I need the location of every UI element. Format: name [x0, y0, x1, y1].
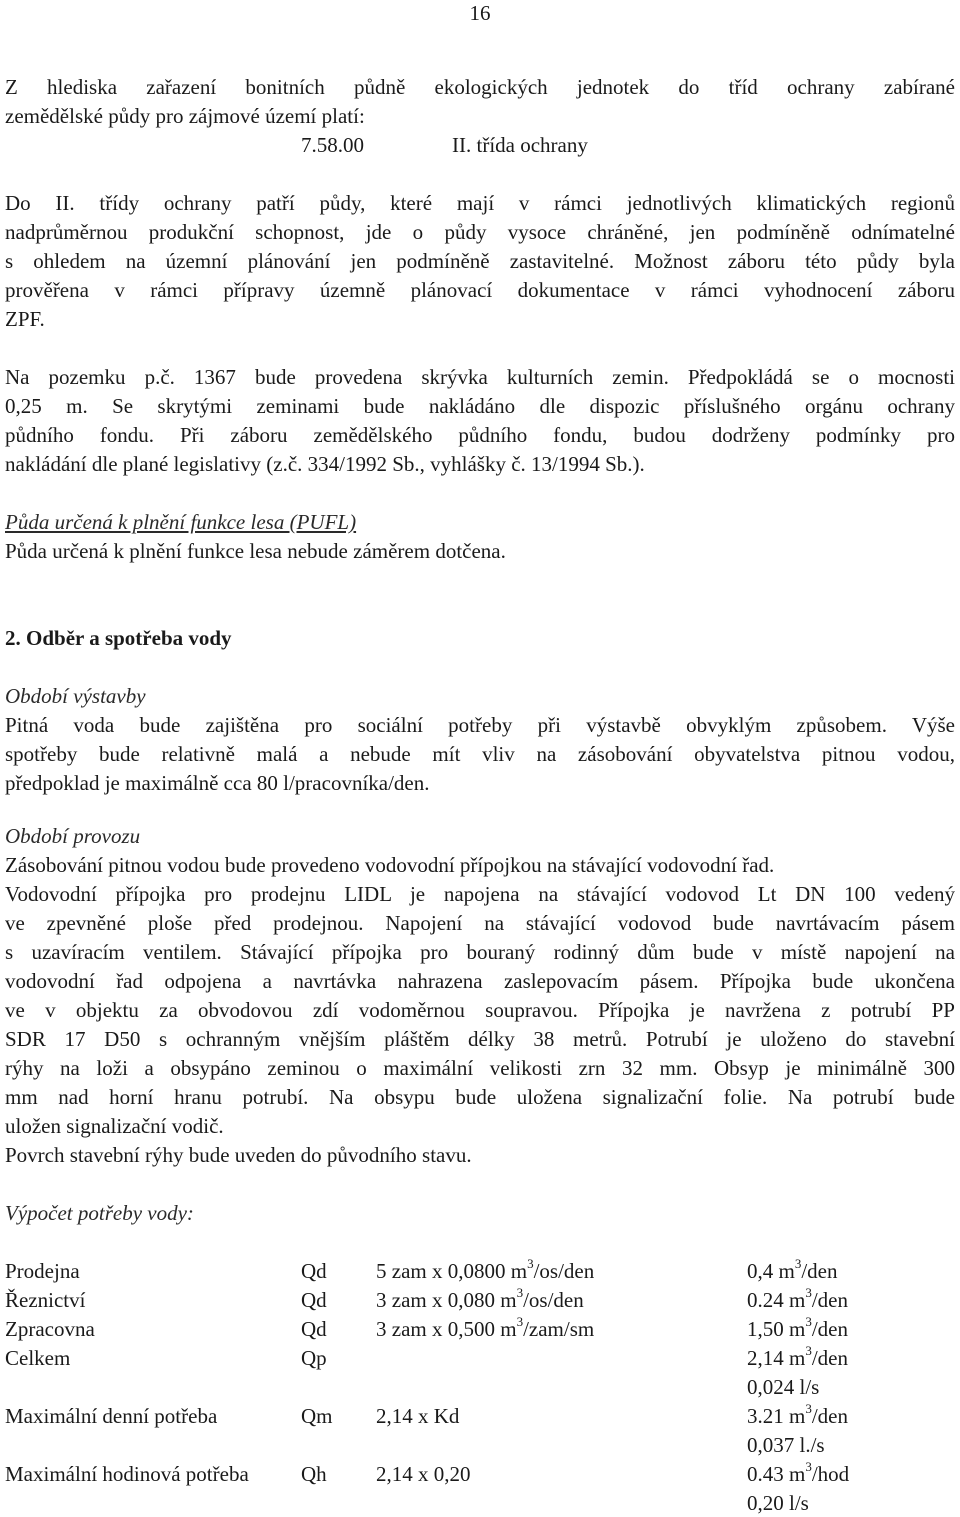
calc-row-formula: 3 zam x 0,500 $m^3/zam/sm$	[376, 1314, 595, 1341]
operation-line: mm nad horní hranu potrubí. Na obsypu bude uložena signalizační folie. Na potrubí bude	[5, 1085, 955, 1109]
class-paragraph-line: prověřena v rámci přípravy územně plánovací dokumentace v rámci vyhodnocení záboru	[5, 278, 955, 302]
calc-row-formula: 2,14 x Kd	[376, 1404, 460, 1428]
operation-line: s uzavíracím ventilem. Stávající přípojka pro bouraný rodinný dům bude v místě napojení na	[5, 940, 955, 964]
topsoil-paragraph-line: 0,25 m. Se skrytými zeminami bude nakládáno dle dispozic příslušného orgánu ochrany	[5, 394, 955, 418]
construction-line: spotřeby bude relativně malá a nebude mít vliv na zásobování obyvatelstva pitnou vodou,	[5, 742, 955, 766]
calc-row-result: 0.43 $m^3$/hod	[747, 1459, 850, 1486]
calc-row-symbol: Qd	[301, 1288, 327, 1312]
operation-line: vodovodní řad odpojena a navrtávka nahrazena zaslepovacím pásem. Přípojka bude ukončena	[5, 969, 955, 993]
calc-row-symbol: Qd	[301, 1317, 327, 1341]
calc-row-result: 2,14 $m^3$/den	[747, 1343, 848, 1370]
topsoil-paragraph-line: nakládání dle plané legislativy (z.č. 334/1992 Sb., vyhlášky č. 13/1994 Sb.).	[5, 452, 645, 476]
calc-row-flow: 0,024 l/s	[747, 1375, 820, 1399]
calc-row-result: 0,4 $m^3$/den	[747, 1256, 838, 1283]
pufl-title: Půda určená k plnění funkce lesa (PUFL)	[5, 510, 357, 534]
calc-row-symbol: Qp	[301, 1346, 327, 1370]
calc-row-formula: 3 zam x 0,080 $m^3/os$/den	[376, 1285, 584, 1312]
calc-row-symbol: Qm	[301, 1404, 333, 1428]
class-paragraph-line: ZPF.	[5, 307, 45, 331]
operation-line: rýhy na loži a obsypáno zeminou o maximální velikosti zrn 32 mm. Obsyp je minimálně 300	[5, 1056, 955, 1080]
bpej-class: II. třída ochrany	[452, 133, 588, 157]
calc-label: Výpočet potřeby vody:	[5, 1201, 194, 1225]
operation-line: ve zpevněné ploše před prodejnou. Napojení na stávající vodovod bude navrtávacím pásem	[5, 911, 955, 935]
calc-row-flow: 0,20 l/s	[747, 1491, 809, 1515]
calc-row-flow: 0,037 l./s	[747, 1433, 825, 1457]
page-number: 16	[469, 1, 491, 25]
topsoil-paragraph-line: půdního fondu. Při záboru zemědělského půdního fondu, budou dodrženy podmínky pro	[5, 423, 955, 447]
construction-label: Období výstavby	[5, 684, 146, 708]
calc-row-name: Prodejna	[5, 1259, 80, 1283]
calc-row-result: 1,50 $m^3$/den	[747, 1314, 848, 1341]
pufl-text: Půda určená k plnění funkce lesa nebude záměrem dotčena.	[5, 539, 506, 563]
bpej-code: 7.58.00	[301, 133, 364, 157]
operation-line: Povrch stavební rýhy bude uveden do původního stavu.	[5, 1143, 472, 1167]
construction-line: Pitná voda bude zajištěna pro sociální potřeby při výstavbě obvyklým způsobem. Výše	[5, 713, 955, 737]
water-heading: 2. Odběr a spotřeba vody	[5, 626, 232, 650]
operation-line: Vodovodní přípojka pro prodejnu LIDL je napojena na stávající vodovod Lt DN 100 vedený	[5, 882, 955, 906]
operation-line: uložen signalizační vodič.	[5, 1114, 224, 1138]
calc-row-name: Celkem	[5, 1346, 71, 1370]
operation-line: Zásobování pitnou vodou bude provedeno vodovodní přípojkou na stávající vodovodní řad.	[5, 853, 775, 877]
operation-label: Období provozu	[5, 824, 141, 848]
calc-row-symbol: Qd	[301, 1259, 327, 1283]
calc-row-name: Řeznictví	[5, 1288, 86, 1312]
calc-row-formula: 5 zam x 0,0800 $m^3/os$/den	[376, 1256, 595, 1283]
calc-row-formula: 2,14 x 0,20	[376, 1462, 471, 1486]
class-paragraph-line: s ohledem na územní plánování jen podmíněně zastavitelné. Možnost záboru této půdy byla	[5, 249, 955, 273]
class-paragraph-line: nadprůměrnou produkční schopnost, jde o půdy vysoce chráněné, jen podmíněně odnímatelné	[5, 220, 955, 244]
calc-row-symbol: Qh	[301, 1462, 327, 1486]
calc-row-name: Zpracovna	[5, 1317, 95, 1341]
calc-row-name: Maximální hodinová potřeba	[5, 1462, 249, 1486]
intro-line: Z hlediska zařazení bonitních půdně ekologických jednotek do tříd ochrany zabírané	[5, 75, 955, 99]
operation-line: ve v objektu za obvodovou zdí vodoměrnou soupravou. Přípojka je navržena z potrubí PP	[5, 998, 955, 1022]
operation-line: SDR 17 D50 s ochranným vnějším pláštěm délky 38 metrů. Potrubí je uloženo do stavební	[5, 1027, 955, 1051]
intro-line: zemědělské půdy pro zájmové území platí:	[5, 104, 365, 128]
class-paragraph-line: Do II. třídy ochrany patří půdy, které mají v rámci jednotlivých klimatických regionů	[5, 191, 955, 215]
calc-row-result: 3.21 $m^3$/den	[747, 1401, 848, 1428]
calc-row-name: Maximální denní potřeba	[5, 1404, 218, 1428]
topsoil-paragraph-line: Na pozemku p.č. 1367 bude provedena skrývka kulturních zemin. Předpokládá se o mocnosti	[5, 365, 955, 389]
calc-row-result: 0.24 $m^3$/den	[747, 1285, 848, 1312]
construction-line: předpoklad je maximálně cca 80 l/pracovníka/den.	[5, 771, 430, 795]
